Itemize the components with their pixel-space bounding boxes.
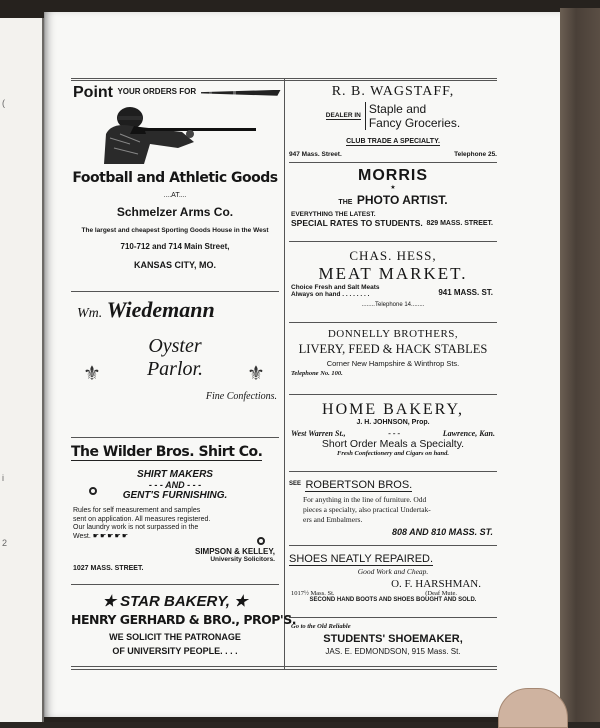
ad-divider: [289, 545, 497, 546]
wagstaff-dealer: DEALER IN: [325, 112, 361, 119]
wagstaff-goods2: Fancy Groceries.: [368, 116, 461, 130]
wagstaff-goods1: Staple and: [368, 102, 427, 116]
left-page-edge: [0, 18, 44, 722]
schmelzer-company: Schmelzer Arms Co.: [116, 205, 234, 219]
robertson-line1: For anything in the line of furniture. Odd: [303, 495, 427, 504]
harshman-line: SECOND HAND BOOTS AND SHOES BOUGHT AND SOLD.: [309, 597, 477, 603]
donnelly-address: Corner New Hampshire & Winthrop Sts.: [326, 359, 460, 368]
margin-mark: 2: [2, 538, 8, 548]
morris-line2: SPECIAL RATES TO STUDENTS.: [291, 218, 423, 228]
robertson-line2: pieces a specialty, also practical Undertak-: [303, 505, 431, 514]
morris-the: THE: [338, 199, 353, 206]
wilder-line2: - - - AND - - -: [148, 480, 202, 490]
donnelly-title: LIVERY, FEED & HACK STABLES: [298, 342, 488, 356]
right-flourish-icon: ⚜: [247, 363, 265, 385]
star-icon: ★: [102, 593, 116, 610]
shooter-illustration: [90, 104, 260, 166]
wilder-address: 1027 MASS. STREET.: [73, 565, 144, 572]
donnelly-phone: Telephone No. 100.: [291, 370, 343, 377]
left-flourish-icon: ⚜: [83, 363, 101, 385]
star-bakery-line1: WE SOLICIT THE PATRONAGE: [109, 632, 241, 642]
hess-name: CHAS. HESS,: [349, 248, 437, 263]
harshman-title: SHOES NEATLY REPAIRED.: [289, 553, 434, 565]
bakery-line1: Short Order Meals a Specialty.: [321, 438, 465, 450]
morris-name: MORRIS: [358, 167, 428, 184]
wiedemann-name: Wiedemann: [106, 297, 215, 322]
schmelzer-desc: The largest and cheapest Sporting Goods House in the West: [81, 227, 269, 234]
feather-ornament: [201, 90, 281, 96]
harshman-sub: Good Work and Cheap.: [357, 567, 429, 576]
robertson-see: SEE: [289, 481, 302, 487]
wagstaff-address: 947 Mass. Street.: [289, 151, 342, 158]
bakery-title: HOME BAKERY,: [322, 401, 464, 418]
harshman-name: O. F. HARSHMAN.: [391, 578, 481, 590]
wilder-rules2: sent on application. All measures registered.: [73, 515, 211, 523]
schmelzer-headline: Football and Athletic Goods: [72, 170, 278, 186]
star-bakery-owner: HENRY GERHARD & BRO., PROP'S.: [71, 612, 296, 627]
bullet-icon: [89, 487, 97, 495]
hess-line1: Choice Fresh and Salt Meats: [291, 284, 380, 291]
star-bakery-ad: [71, 592, 296, 664]
bakery-loc-right: Lawrence, Kan.: [442, 429, 495, 438]
bottom-rule: [71, 669, 497, 670]
star-icon: ★: [390, 185, 396, 191]
ad-divider: [289, 162, 497, 163]
wilder-solicitors: SIMPSON & KELLEY,: [194, 547, 275, 556]
bakery-loc-mid: - - -: [388, 429, 401, 438]
star-bakery-title: STAR BAKERY,: [120, 593, 230, 610]
page-stack-edge: [560, 8, 600, 722]
wilder-line3: GENT'S FURNISHING.: [122, 490, 228, 501]
wagstaff-phone: Telephone 25.: [454, 151, 497, 158]
students-title: STUDENTS' SHOEMAKER,: [323, 633, 463, 645]
your-orders-text: YOUR ORDERS FOR: [117, 87, 197, 96]
margin-mark: (: [2, 98, 5, 108]
ad-divider: [71, 584, 279, 585]
star-icon: ★: [234, 593, 248, 610]
schmelzer-city: KANSAS CITY, MO.: [133, 260, 216, 270]
ad-divider: [289, 322, 497, 323]
ad-divider: [289, 471, 497, 472]
wagstaff-name: R. B. WAGSTAFF,: [331, 84, 455, 99]
morris-title: PHOTO ARTIST.: [356, 193, 448, 207]
wilder-rules1: Rules for self measurement and samples: [73, 507, 201, 514]
harshman-ad: [289, 549, 497, 615]
hess-phone: ........Telephone 14........: [361, 302, 425, 308]
advertisement-page: [44, 12, 560, 717]
ad-divider: [289, 617, 497, 618]
hess-title: MEAT MARKET.: [318, 264, 468, 283]
morris-ad: [289, 167, 497, 239]
harshman-addr: 1017½ Mass. St.: [291, 590, 335, 597]
robertson-ad: [289, 475, 497, 543]
wiedemann-footer: Fine Confections.: [205, 391, 277, 402]
hess-address: 941 MASS. ST.: [438, 288, 493, 297]
wilder-rules4: West.: [73, 532, 91, 540]
wilder-ad: [71, 443, 279, 583]
schmelzer-address: 710-712 and 714 Main Street,: [120, 242, 230, 251]
ad-divider: [71, 291, 279, 292]
margin-mark: i: [2, 473, 4, 483]
ad-divider: [289, 394, 497, 395]
students-goto: Go to the Old Reliable: [291, 623, 351, 630]
ad-divider: [71, 437, 279, 438]
morris-line1: EVERYTHING THE LATEST.: [291, 211, 376, 218]
bullet-icon: [257, 537, 265, 545]
wilder-solicitors-sub: University Solicitors.: [210, 556, 275, 563]
hess-line2: Always on hand . . . . . . . .: [291, 291, 370, 298]
wagstaff-ad: [289, 84, 497, 160]
wilder-rules3: Our laundry work is not surpassed in the: [73, 524, 199, 531]
home-bakery-ad: [289, 401, 497, 469]
schmelzer-ad: [71, 84, 279, 289]
point-word: Point: [73, 84, 113, 101]
bakery-line2: Fresh Confectionery and Cigars on hand.: [337, 450, 449, 457]
students-name: JAS. E. EDMONDSON, 915 Mass. St.: [325, 647, 461, 656]
hess-ad: [289, 248, 497, 320]
hand-pointer-icons: ☛☛☛☛☛: [92, 532, 130, 540]
schmelzer-at: ....AT....: [163, 192, 187, 199]
harshman-note: (Deaf Mute.: [425, 590, 457, 597]
wilder-line1: SHIRT MAKERS: [137, 469, 213, 480]
ad-divider: [289, 241, 497, 242]
wiedemann-line1: Oyster: [148, 335, 202, 357]
bakery-owner: J. H. JOHNSON, Prop.: [356, 419, 430, 426]
wagstaff-club: CLUB TRADE A SPECIALTY.: [346, 138, 440, 145]
wiedemann-line2: Parlor.: [146, 358, 204, 380]
donnelly-ad: [289, 328, 497, 392]
column-divider: [284, 78, 285, 669]
donnelly-name: DONNELLY BROTHERS,: [327, 328, 459, 340]
morris-address: 829 MASS. STREET.: [426, 220, 493, 227]
students-shoemaker-ad: [289, 623, 497, 665]
robertson-address: 808 AND 810 MASS. ST.: [391, 527, 493, 537]
robertson-line3: ers and Embalmers.: [303, 515, 363, 524]
wilder-title: The Wilder Bros. Shirt Co.: [71, 444, 263, 460]
robertson-name: ROBERTSON BROS.: [305, 479, 413, 491]
wiedemann-ad: [71, 297, 279, 435]
wiedemann-prefix: Wm.: [77, 306, 103, 321]
bakery-loc-left: West Warren St.,: [291, 429, 346, 438]
star-bakery-line2: OF UNIVERSITY PEOPLE. . . .: [112, 646, 238, 656]
